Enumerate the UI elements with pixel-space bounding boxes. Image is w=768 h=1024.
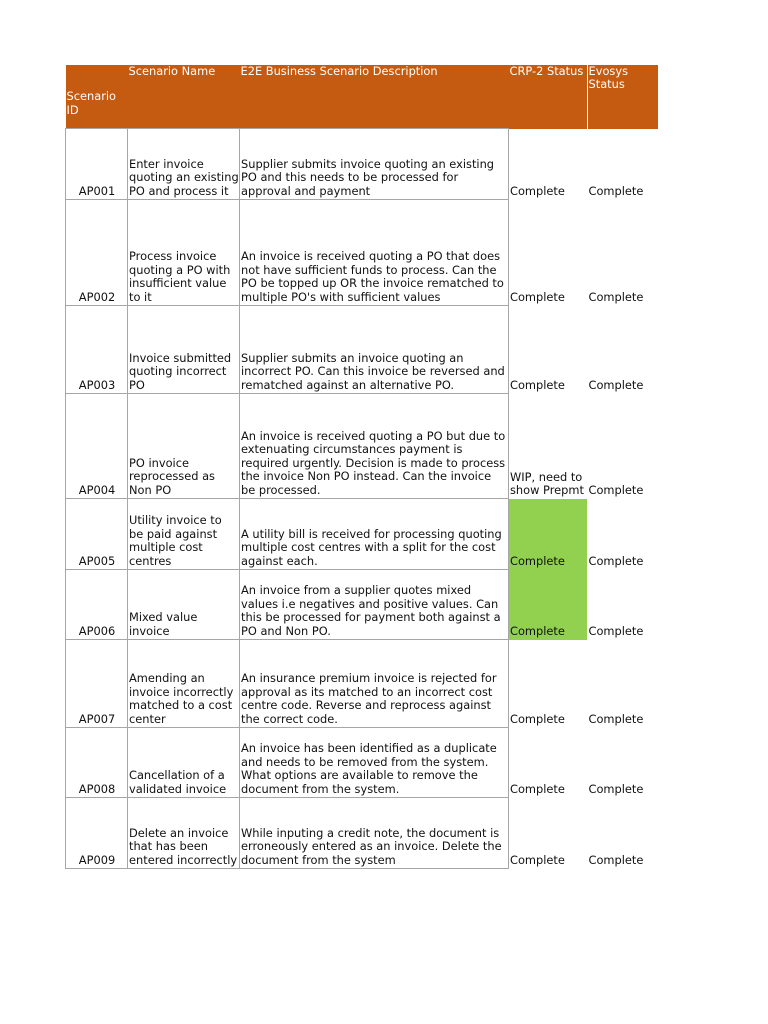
table-row [66,200,658,306]
crp2-status-cell: Complete [509,499,588,570]
scenario-name-cell: Utility invoice to be paid against multiple cost centres [128,499,240,570]
scenario-name-cell: Process invoice quoting a PO with insufficient value to it [128,200,240,306]
header-row [66,65,658,129]
description-cell: An insurance premium invoice is rejected for approval as its matched to an incorrect cost centre code. Reverse and reprocess against the correct code. [240,640,509,728]
scenario-id-cell: AP009 [66,798,128,869]
scenario-id-cell: AP007 [66,640,128,728]
scenario-id-cell: AP006 [66,570,128,640]
scenario-name-cell: Cancellation of a validated invoice [128,728,240,798]
table-row [66,394,658,499]
header-crp2-status: CRP-2 Status [509,65,588,129]
crp2-status-cell: WIP, need to show Prepmt [510,469,584,498]
header-evosys-status: Evosys Status [588,65,658,129]
description-cell: While inputing a credit note, the document is erroneously entered as an invoice. Delete the document from the system [240,798,509,869]
header-description: E2E Business Scenario Description [240,65,509,129]
header-scenario-id: Scenario ID [66,65,128,129]
scenario-id-cell: AP008 [66,728,128,798]
table-row [66,306,658,394]
evosys-status-cell: Complete [588,782,644,797]
table-row [66,798,658,869]
evosys-status-cell: Complete [588,184,644,199]
scenario-id-cell: AP005 [66,499,128,570]
table-row [66,499,658,570]
evosys-status-cell: Complete [588,554,644,569]
evosys-status-cell: Complete [588,378,644,393]
crp2-status-cell: Complete [509,570,588,640]
description-cell: An invoice is received quoting a PO but due to extenuating circumstances payment is required urgently. Decision is made to process the invoice Non PO instead. Can the invoice be processed. [240,394,509,499]
evosys-status-cell: Complete [588,853,644,868]
evosys-status-cell: Complete [588,483,644,498]
scenario-id-cell: AP001 [66,129,128,200]
table-row [66,129,658,200]
crp2-status-cell: Complete [510,853,565,868]
scenario-name-cell: Amending an invoice incorrectly matched to a cost center [128,640,240,728]
crp2-status-cell: Complete [510,184,565,199]
crp2-status-cell: Complete [510,712,565,727]
scenario-id-cell: AP004 [66,394,128,499]
crp2-status-cell: Complete [510,378,565,393]
scenario-id-cell: AP003 [66,306,128,394]
table-row [66,570,658,640]
description-cell: Supplier submits invoice quoting an existing PO and this needs to be processed for approval and payment [240,129,509,200]
evosys-status-cell: Complete [588,624,644,639]
scenario-name-cell: Delete an invoice that has been entered incorrectly [128,798,240,869]
scenario-name-cell: Enter invoice quoting an existing PO and process it [128,129,240,200]
scenario-name-cell: PO invoice reprocessed as Non PO [128,394,240,499]
scenario-name-cell: Mixed value invoice [128,570,240,640]
description-cell: Supplier submits an invoice quoting an incorrect PO. Can this invoice be reversed and rematched against an alternative PO. [240,306,509,394]
scenario-sheet [65,65,658,869]
evosys-status-cell: Complete [588,290,644,305]
scenario-name-cell: Invoice submitted quoting incorrect PO [128,306,240,394]
description-cell: A utility bill is received for processing quoting multiple cost centres with a split for the cost against each. [240,499,509,570]
description-cell: An invoice from a supplier quotes mixed values i.e negatives and positive values. Can this be processed for payment both against a PO and Non PO. [240,570,509,640]
table-row [66,640,658,728]
scenario-table [65,65,658,869]
description-cell: An invoice has been identified as a duplicate and needs to be removed from the system. What options are available to remove the document from the system. [240,728,509,798]
crp2-status-cell: Complete [510,782,565,797]
scenario-id-cell: AP002 [66,200,128,306]
crp2-status-cell: Complete [510,290,565,305]
table-row [66,728,658,798]
evosys-status-cell: Complete [588,712,644,727]
description-cell: An invoice is received quoting a PO that does not have sufficient funds to process. Can the PO be topped up OR the invoice rematched to multiple PO's with sufficient values [240,200,509,306]
header-scenario-name: Scenario Name [128,65,240,129]
